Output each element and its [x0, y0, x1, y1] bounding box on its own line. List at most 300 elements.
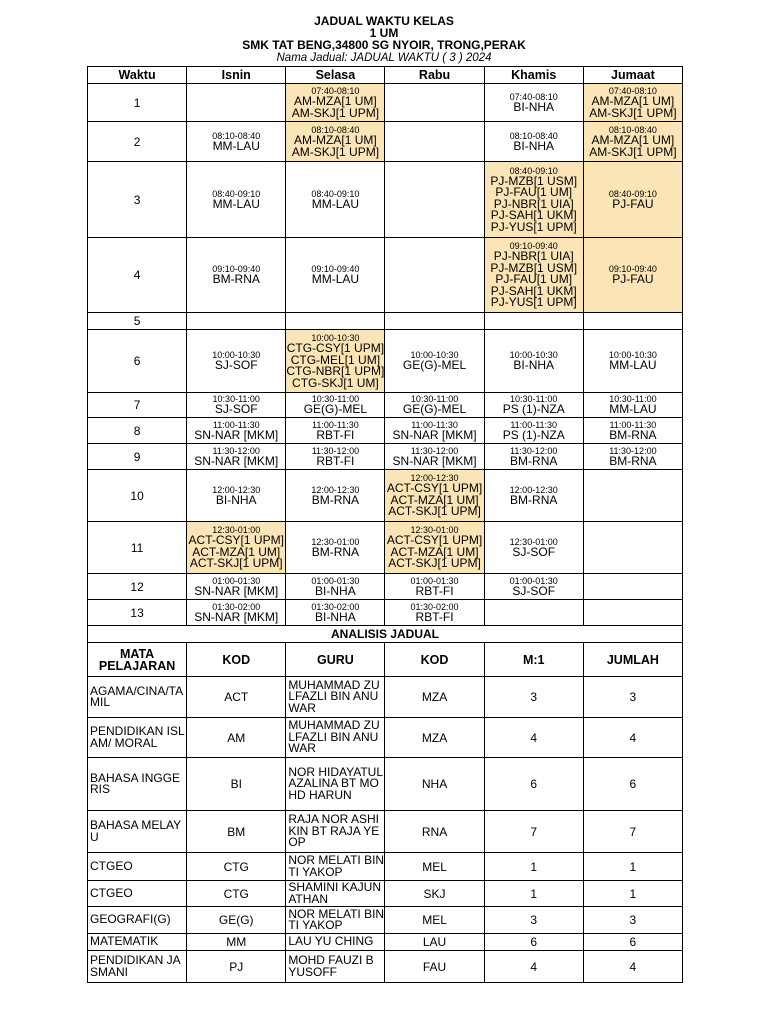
slot-time: 11:00-11:30: [411, 419, 458, 430]
timetable-cell: [583, 330, 682, 393]
analysis-section: [88, 626, 683, 983]
teacher-code: FAU: [385, 951, 484, 983]
slot-time: 12:30-01:00: [212, 525, 261, 536]
m1-count: 4: [484, 951, 583, 983]
timetable-cell: [385, 574, 484, 600]
timetable-cell: [484, 330, 583, 393]
timetable-row: [88, 84, 683, 122]
teacher-code: MEL: [385, 853, 484, 881]
slot-time: 11:30-12:00: [212, 445, 260, 456]
page-title: JADUAL WAKTU KELAS: [314, 14, 454, 28]
timetable-cell: [583, 444, 682, 470]
slot-subject: ACT-MZA[1 UM]: [390, 492, 479, 507]
timetable-cell: [583, 600, 682, 626]
analysis-row: [88, 951, 683, 983]
slot-subject: SN-NAR [MKM]: [392, 427, 477, 442]
analysis-header-row: [88, 643, 683, 677]
timetable-row: [88, 238, 683, 313]
slot-subject: BI-NHA: [315, 583, 356, 598]
timetable-cell: [286, 84, 385, 122]
total-count: 6: [583, 934, 682, 951]
m1-count: 4: [484, 718, 583, 758]
period-number: 2: [88, 122, 187, 162]
period-number: 5: [88, 313, 187, 330]
timetable-cell: [583, 238, 682, 313]
slot-subject: BI-NHA: [513, 358, 555, 373]
timetable-cell: [484, 444, 583, 470]
timetable-cell: [187, 162, 286, 238]
timetable-cell: [187, 444, 286, 470]
slot-subject: AM-SKJ[1 UPM]: [589, 144, 677, 159]
slot-time: 01:00-01:30: [509, 575, 558, 586]
timetable-row: [88, 330, 683, 393]
subject-code: AM: [187, 718, 286, 758]
slot-time: 10:30-11:00: [609, 394, 657, 405]
timetable-cell: [484, 313, 583, 330]
timetable-cell: [484, 393, 583, 418]
timetable-cell: [583, 418, 682, 444]
timetable-cell: [484, 84, 583, 122]
schedule-name: JADUAL WAKTU ( 3 ) 2024: [350, 52, 492, 64]
slot-time: 07:40-08:10: [509, 91, 558, 102]
period-number: 7: [88, 393, 187, 418]
timetable-cell: [484, 470, 583, 522]
slot-time: 08:10-08:40: [509, 130, 558, 141]
timetable-cell: [385, 330, 484, 393]
column-header-khamis: Khamis: [484, 67, 583, 84]
timetable-cell: [286, 418, 385, 444]
teacher-name: LAU YU CHING: [286, 934, 385, 951]
slot-time: 10:30-11:00: [212, 394, 260, 405]
slot-subject: SN-NAR [MKM]: [194, 609, 279, 624]
analysis-row: [88, 907, 683, 934]
teacher-name: NOR MELATI BINTI YAKOP: [286, 907, 385, 934]
timetable-cell: [187, 470, 286, 522]
teacher-code: LAU: [385, 934, 484, 951]
slot-subject: BI-NHA: [215, 492, 257, 507]
timetable-row: [88, 600, 683, 626]
schedule-line: [0, 52, 768, 64]
slot-subject: PS (1)-NZA: [502, 402, 565, 417]
teacher-name: MOHD FAUZI B YUSOFF: [286, 951, 385, 983]
slot-subject: AM-MZA[1 UM]: [591, 94, 675, 108]
slot-subject: PJ-FAU: [612, 272, 654, 287]
total-count: 3: [583, 907, 682, 934]
m1-count: 1: [484, 881, 583, 907]
slot-time: 10:00-10:30: [311, 333, 360, 343]
timetable-cell: [583, 313, 682, 330]
slot-subject: ACT-CSY[1 UPM]: [188, 533, 284, 548]
slot-subject: PS (1)-NZA: [502, 427, 565, 442]
period-number: 3: [88, 162, 187, 238]
timetable-cell: [385, 418, 484, 444]
timetable-cell: [385, 84, 484, 122]
timetable-cell: [583, 522, 682, 574]
period-number: 6: [88, 330, 187, 393]
slot-subject: PJ-YUS[1 UPM]: [490, 219, 577, 234]
m1-count: 3: [484, 677, 583, 718]
slot-subject: ACT-CSY[1 UPM]: [386, 481, 483, 496]
analysis-row: [88, 758, 683, 811]
slot-subject: BM-RNA: [510, 453, 558, 468]
schedule-label: Nama Jadual:: [276, 52, 348, 64]
slot-subject: BI-NHA: [513, 99, 555, 114]
slot-time: 08:40-09:10: [608, 188, 657, 199]
analysis-header-cell: MATA PELAJARAN: [88, 643, 187, 677]
slot-time: 08:40-09:10: [509, 165, 558, 176]
slot-subject: AM-MZA[1 UM]: [294, 133, 377, 147]
slot-subject: ACT-SKJ[1 UPM]: [189, 556, 283, 571]
total-count: 7: [583, 811, 682, 853]
total-count: 1: [583, 881, 682, 907]
timetable-cell: [484, 162, 583, 238]
timetable-cell: [286, 238, 385, 313]
slot-time: 09:10-09:40: [509, 241, 558, 252]
timetable-cell: [187, 418, 286, 444]
timetable-cell: [286, 122, 385, 162]
slot-subject: SN-NAR [MKM]: [194, 583, 279, 598]
timetable-cell: [484, 600, 583, 626]
slot-subject: AM-SKJ[1 UPM]: [291, 105, 380, 120]
slot-subject: MM-LAU: [311, 272, 360, 287]
period-number: 10: [88, 470, 187, 522]
teacher-code: MEL: [385, 907, 484, 934]
slot-subject: RBT-FI: [415, 609, 454, 624]
timetable-cell: [286, 600, 385, 626]
total-count: 3: [583, 677, 682, 718]
timetable-cell: [583, 470, 682, 522]
timetable-cell: [484, 238, 583, 313]
m1-count: 6: [484, 758, 583, 811]
timetable-cell: [583, 162, 682, 238]
m1-count: 6: [484, 934, 583, 951]
timetable-cell: [187, 522, 286, 574]
timetable-cell: [583, 84, 682, 122]
teacher-code: MZA: [385, 677, 484, 718]
teacher-name: SHAMINI KAJUNATHAN: [286, 881, 385, 907]
timetable-cell: [385, 600, 484, 626]
column-header-waktu: Waktu: [88, 67, 187, 84]
analysis-row: [88, 881, 683, 907]
slot-subject: ACT-SKJ[1 UPM]: [388, 504, 481, 519]
slot-subject: SN-NAR [MKM]: [194, 453, 279, 468]
slot-subject: BM-RNA: [311, 492, 360, 507]
timetable-body: [88, 84, 683, 626]
timetable-cell: [187, 122, 286, 162]
column-header-jumaat: Jumaat: [583, 67, 682, 84]
subject-name: PENDIDIKAN ISLAM/ MORAL: [88, 718, 187, 758]
slot-subject: RBT-FI: [415, 583, 454, 598]
teacher-code: RNA: [385, 811, 484, 853]
slot-subject: AM-MZA[1 UM]: [591, 133, 675, 147]
subject-name: BAHASA INGGERIS: [88, 758, 187, 811]
slot-subject: CTG-SKJ[1 UM]: [292, 375, 379, 390]
period-number: 11: [88, 522, 187, 574]
slot-time: 11:00-11:30: [510, 419, 558, 430]
slot-subject: RBT-FI: [316, 427, 355, 442]
analysis-title-row: [88, 626, 683, 643]
total-count: 1: [583, 853, 682, 881]
slot-subject: PJ-MZB[1 USM]: [490, 260, 578, 275]
slot-subject: MM-LAU: [311, 196, 360, 211]
slot-subject: PJ-NBR[1 UIA]: [493, 249, 574, 264]
slot-time: 11:30-12:00: [609, 445, 657, 456]
slot-time: 12:30-01:00: [509, 536, 558, 547]
slot-subject: ACT-SKJ[1 UPM]: [388, 556, 481, 571]
slot-time: 11:00-11:30: [212, 419, 260, 430]
slot-time: 11:30-12:00: [410, 445, 459, 456]
timetable-row: [88, 418, 683, 444]
slot-time: 01:00-01:30: [311, 575, 360, 586]
m1-count: 3: [484, 907, 583, 934]
slot-subject: PJ-FAU[1 UM]: [495, 185, 573, 200]
analysis-header-cell: GURU: [286, 643, 385, 677]
timetable-cell: [484, 574, 583, 600]
slot-time: 01:00-01:30: [212, 575, 261, 586]
timetable-header-row: [88, 67, 683, 84]
analysis-header-cell: JUMLAH: [583, 643, 682, 677]
m1-count: 7: [484, 811, 583, 853]
slot-subject: ACT-MZA[1 UM]: [390, 544, 479, 559]
period-number: 8: [88, 418, 187, 444]
subject-name: BAHASA MELAYU: [88, 811, 187, 853]
subject-name: MATEMATIK: [88, 934, 187, 951]
slot-subject: PJ-FAU: [612, 196, 654, 211]
total-count: 6: [583, 758, 682, 811]
slot-subject: SN-NAR [MKM]: [194, 427, 279, 442]
slot-time: 08:10-08:40: [311, 125, 360, 135]
slot-subject: GE(G)-MEL: [303, 402, 368, 417]
timetable-cell: [286, 162, 385, 238]
period-number: 9: [88, 444, 187, 470]
timetable-cell: [484, 122, 583, 162]
slot-time: 10:00-10:30: [608, 350, 657, 361]
timetable-cell: [187, 393, 286, 418]
slot-subject: RBT-FI: [316, 453, 355, 468]
teacher-name: NOR MELATI BINTI YAKOP: [286, 853, 385, 881]
teacher-code: MZA: [385, 718, 484, 758]
slot-time: 12:00-12:30: [509, 484, 558, 495]
timetable-cell: [187, 238, 286, 313]
teacher-name: RAJA NOR ASHIKIN BT RAJA YEOP: [286, 811, 385, 853]
slot-subject: CTG-CSY[1 UPM]: [286, 341, 385, 355]
timetable-row: [88, 313, 683, 330]
subject-code: CTG: [187, 881, 286, 907]
timetable-cell: [286, 522, 385, 574]
slot-time: 08:40-09:10: [311, 188, 360, 199]
slot-subject: SJ-SOF: [512, 544, 556, 559]
slot-subject: GE(G)-MEL: [402, 402, 467, 417]
slot-subject: PJ-SAH[1 UKM]: [490, 283, 577, 298]
slot-subject: PJ-FAU[1 UM]: [495, 272, 573, 287]
teacher-code: NHA: [385, 758, 484, 811]
timetable-row: [88, 393, 683, 418]
subject-code: BM: [187, 811, 286, 853]
analysis-title: ANALISIS JADUAL: [88, 626, 683, 643]
timetable-row: [88, 122, 683, 162]
slot-time: 11:00-11:30: [609, 419, 657, 430]
timetable-cell: [385, 122, 484, 162]
column-header-isnin: Isnin: [187, 67, 286, 84]
timetable-cell: [187, 600, 286, 626]
timetable-cell: [187, 330, 286, 393]
slot-time: 12:30-01:00: [311, 536, 360, 547]
slot-time: 10:30-11:00: [311, 394, 360, 405]
slot-time: 10:30-11:00: [510, 394, 558, 405]
timetable-cell: [385, 393, 484, 418]
slot-subject: BM-RNA: [510, 492, 558, 507]
teacher-name: NOR HIDAYATUL AZALINA BT MOHD HARUN: [286, 758, 385, 811]
timetable-cell: [187, 313, 286, 330]
slot-time: 10:00-10:30: [212, 350, 261, 361]
timetable-row: [88, 444, 683, 470]
slot-time: 12:00-12:30: [410, 473, 459, 484]
timetable-cell: [286, 574, 385, 600]
slot-time: 08:10-08:40: [212, 130, 261, 141]
column-header-selasa: Selasa: [286, 67, 385, 84]
timetable-row: [88, 470, 683, 522]
slot-time: 09:10-09:40: [212, 264, 261, 275]
period-number: 4: [88, 238, 187, 313]
timetable-cell: [385, 470, 484, 522]
timetable: [87, 66, 683, 983]
analysis-header-cell: M:1: [484, 643, 583, 677]
slot-time: 12:00-12:30: [212, 484, 261, 495]
slot-time: 08:10-08:40: [608, 125, 657, 135]
analysis-row: [88, 853, 683, 881]
teacher-name: MUHAMMAD ZULFAZLI BIN ANUWAR: [286, 677, 385, 718]
slot-subject: ACT-MZA[1 UM]: [192, 544, 281, 559]
slot-time: 01:30-02:00: [311, 601, 360, 612]
slot-subject: AM-SKJ[1 UPM]: [291, 144, 380, 159]
slot-subject: AM-SKJ[1 UPM]: [589, 105, 677, 120]
timetable-cell: [187, 84, 286, 122]
slot-subject: SJ-SOF: [512, 583, 556, 598]
subject-name: CTGEO: [88, 853, 187, 881]
slot-time: 07:40-08:10: [311, 86, 360, 96]
slot-subject: BM-RNA: [212, 272, 260, 287]
slot-time: 01:30-02:00: [212, 601, 261, 612]
slot-time: 10:00-10:30: [509, 350, 558, 361]
slot-subject: BI-NHA: [513, 138, 555, 153]
timetable-cell: [286, 444, 385, 470]
slot-time: 08:40-09:10: [212, 188, 261, 199]
slot-subject: MM-LAU: [609, 358, 657, 373]
timetable-cell: [385, 522, 484, 574]
column-header-rabu: Rabu: [385, 67, 484, 84]
subject-code: MM: [187, 934, 286, 951]
timetable-cell: [385, 444, 484, 470]
slot-subject: BM-RNA: [609, 427, 657, 442]
timetable-row: [88, 162, 683, 238]
slot-time: 07:40-08:10: [608, 86, 657, 96]
slot-subject: PJ-SAH[1 UKM]: [490, 208, 577, 223]
timetable-cell: [385, 238, 484, 313]
period-number: 1: [88, 84, 187, 122]
slot-subject: SJ-SOF: [214, 402, 258, 417]
subject-name: PENDIDIKAN JASMANI: [88, 951, 187, 983]
subject-code: PJ: [187, 951, 286, 983]
analysis-row: [88, 718, 683, 758]
period-number: 12: [88, 574, 187, 600]
subject-name: AGAMA/CINA/TAMIL: [88, 677, 187, 718]
slot-subject: BI-NHA: [315, 609, 356, 624]
subject-code: GE(G): [187, 907, 286, 934]
slot-time: 09:10-09:40: [608, 264, 657, 275]
slot-time: 11:30-12:00: [311, 445, 360, 456]
timetable-cell: [286, 393, 385, 418]
slot-time: 09:10-09:40: [311, 264, 360, 275]
slot-subject: PJ-MZB[1 USM]: [490, 173, 578, 188]
slot-subject: CTG-NBR[1 UPM]: [286, 364, 385, 378]
timetable-cell: [286, 313, 385, 330]
timetable-cell: [187, 574, 286, 600]
timetable-cell: [583, 574, 682, 600]
subject-code: ACT: [187, 677, 286, 718]
slot-subject: CTG-MEL[1 UM]: [290, 352, 381, 367]
timetable-cell: [583, 122, 682, 162]
slot-subject: MM-LAU: [609, 402, 657, 417]
subject-code: CTG: [187, 853, 286, 881]
slot-subject: MM-LAU: [212, 196, 260, 211]
total-count: 4: [583, 718, 682, 758]
school-name: SMK TAT BENG,34800 SG NYOIR, TRONG,PERAK: [242, 38, 526, 52]
slot-time: 01:30-02:00: [410, 601, 459, 612]
slot-time: 11:00-11:30: [312, 419, 359, 430]
subject-code: BI: [187, 758, 286, 811]
slot-subject: SJ-SOF: [214, 358, 258, 373]
period-number: 13: [88, 600, 187, 626]
slot-subject: AM-MZA[1 UM]: [294, 94, 377, 108]
timetable-row: [88, 522, 683, 574]
slot-time: 01:00-01:30: [410, 575, 459, 586]
analysis-row: [88, 934, 683, 951]
class-name: 1 UM: [369, 26, 399, 40]
timetable-row: [88, 574, 683, 600]
timetable-cell: [484, 522, 583, 574]
m1-count: 1: [484, 853, 583, 881]
analysis-header-cell: KOD: [385, 643, 484, 677]
slot-subject: BM-RNA: [311, 544, 360, 559]
analysis-header-cell: KOD: [187, 643, 286, 677]
slot-subject: SN-NAR [MKM]: [392, 453, 477, 468]
slot-subject: ACT-CSY[1 UPM]: [386, 533, 483, 548]
subject-name: CTGEO: [88, 881, 187, 907]
timetable-cell: [286, 330, 385, 393]
analysis-row: [88, 677, 683, 718]
teacher-code: SKJ: [385, 881, 484, 907]
subject-name: GEOGRAFI(G): [88, 907, 187, 934]
slot-subject: MM-LAU: [212, 138, 260, 153]
slot-time: 12:00-12:30: [311, 484, 360, 495]
slot-time: 12:30-01:00: [410, 525, 459, 536]
timetable-cell: [583, 393, 682, 418]
slot-subject: GE(G)-MEL: [402, 358, 467, 373]
slot-subject: BM-RNA: [609, 453, 657, 468]
timetable-cell: [484, 418, 583, 444]
timetable-cell: [286, 470, 385, 522]
teacher-name: MUHAMMAD ZULFAZLI BIN ANUWAR: [286, 718, 385, 758]
slot-time: 10:00-10:30: [410, 350, 459, 361]
slot-time: 11:30-12:00: [510, 445, 558, 456]
analysis-row: [88, 811, 683, 853]
timetable-cell: [385, 313, 484, 330]
slot-subject: PJ-NBR[1 UIA]: [493, 196, 574, 211]
slot-time: 10:30-11:00: [410, 394, 459, 405]
total-count: 4: [583, 951, 682, 983]
timetable-cell: [385, 162, 484, 238]
slot-subject: PJ-YUS[1 UPM]: [490, 295, 577, 310]
